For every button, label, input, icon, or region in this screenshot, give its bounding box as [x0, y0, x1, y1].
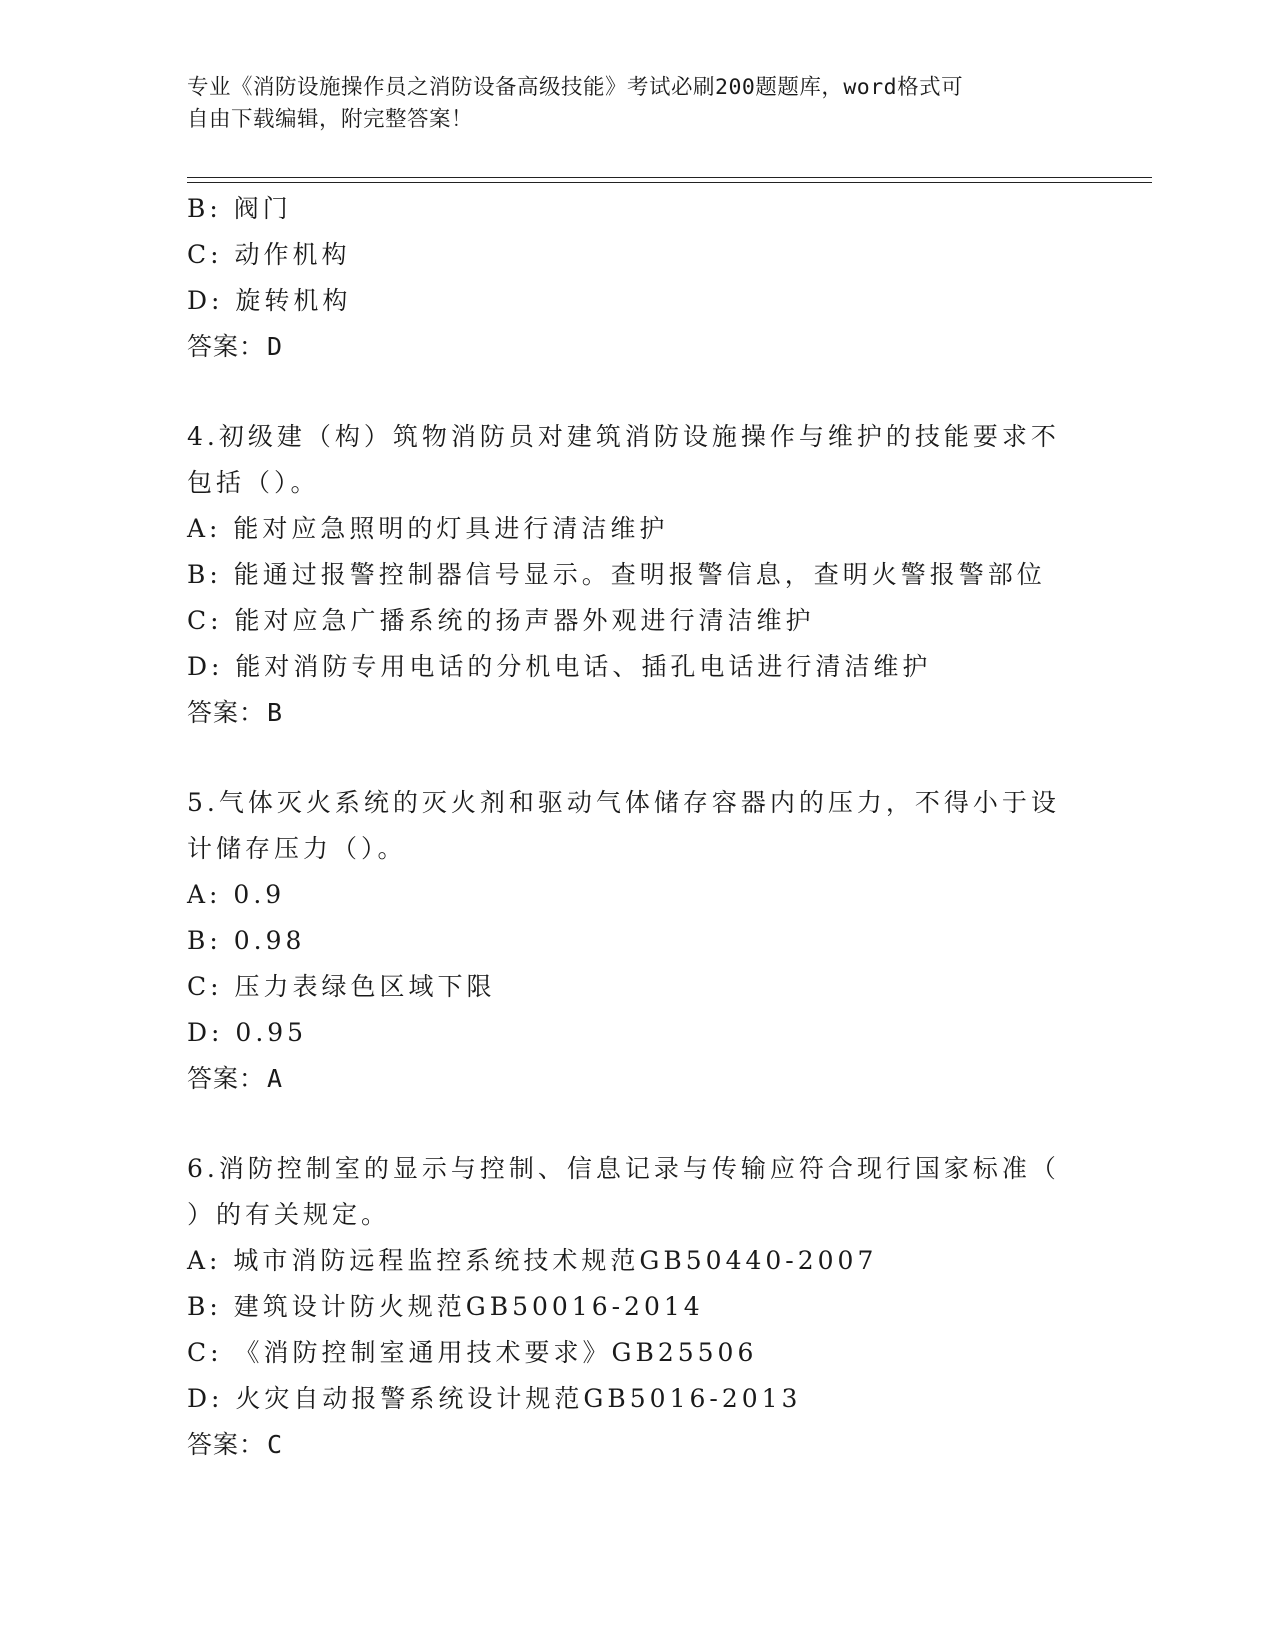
question-fragment-3: [187, 186, 1087, 370]
question-6: [187, 1146, 1087, 1468]
answer-value: D: [267, 332, 284, 361]
option-d: D: 能对消防专用电话的分机电话、插孔电话进行清洁维护: [187, 652, 932, 681]
question-gap: [187, 736, 1087, 780]
option-a: A: 城市消防远程监控系统技术规范GB50440-2007: [187, 1246, 878, 1275]
answer-value: B: [267, 698, 284, 727]
option-c: C: 压力表绿色区域下限: [187, 972, 496, 1001]
question-stem-line: 包括（）。: [187, 468, 320, 497]
header-line-2: 自由下载编辑，附完整答案！: [187, 107, 474, 132]
question-stem-line: 4.初级建（构）筑物消防员对建筑消防设施操作与维护的技能要求不: [187, 422, 1060, 451]
option-b: B: 能通过报警控制器信号显示。查明报警信息，查明火警报警部位: [187, 560, 1046, 589]
question-stem-line: 计储存压力（）。: [187, 834, 407, 863]
option-a: A: 0.9: [187, 880, 286, 909]
option-b: B: 0.98: [187, 926, 306, 955]
answer-line: [187, 324, 1087, 370]
question-stem-line: 6.消防控制室的显示与控制、信息记录与传输应符合现行国家标准（: [187, 1154, 1060, 1183]
answer-line: [187, 1422, 1087, 1468]
question-4: [187, 414, 1087, 736]
answer-label: 答案：: [187, 332, 266, 361]
document-header: [187, 72, 1087, 136]
option-c: C: 《消防控制室通用技术要求》GB25506: [187, 1338, 758, 1367]
option-b: B: 阀门: [187, 194, 292, 223]
question-stem-line: 5.气体灭火系统的灭火剂和驱动气体储存容器内的压力，不得小于设: [187, 788, 1060, 817]
header-rule-top: [187, 177, 1152, 178]
answer-value: C: [267, 1430, 284, 1459]
option-d: D: 火灾自动报警系统设计规范GB5016-2013: [187, 1384, 802, 1413]
question-stem-line: ）的有关规定。: [187, 1200, 391, 1229]
answer-label: 答案：: [187, 698, 266, 727]
option-c: C: 能对应急广播系统的扬声器外观进行清洁维护: [187, 606, 815, 635]
question-gap: [187, 370, 1087, 414]
question-list: [187, 186, 1087, 1468]
option-a: A: 能对应急照明的灯具进行清洁维护: [187, 514, 669, 543]
option-d: D: 旋转机构: [187, 286, 352, 315]
option-d: D: 0.95: [187, 1018, 308, 1047]
answer-line: [187, 690, 1087, 736]
question-gap: [187, 1102, 1087, 1146]
option-c: C: 动作机构: [187, 240, 351, 269]
answer-label: 答案：: [187, 1430, 266, 1459]
option-b: B: 建筑设计防火规范GB50016-2014: [187, 1292, 704, 1321]
question-5: [187, 780, 1087, 1102]
answer-line: [187, 1056, 1087, 1102]
header-line-1: 专业《消防设施操作员之消防设备高级技能》考试必刷200题题库，word格式可: [187, 75, 964, 100]
answer-label: 答案：: [187, 1064, 266, 1093]
header-rule-bottom: [187, 182, 1152, 183]
answer-value: A: [267, 1064, 284, 1093]
